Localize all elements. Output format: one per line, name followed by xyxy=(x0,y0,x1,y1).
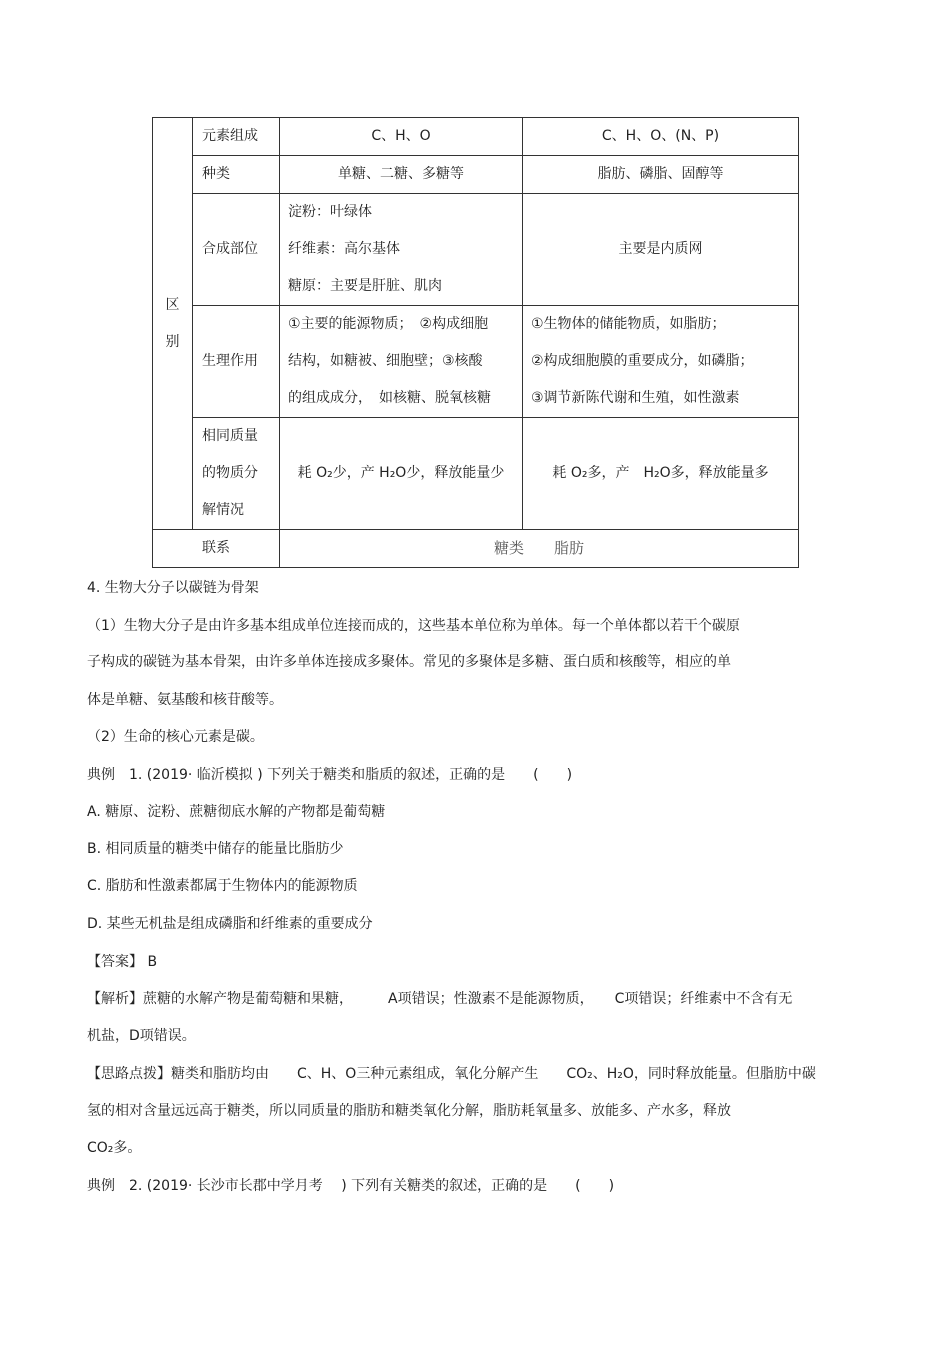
row-label xyxy=(193,156,280,194)
sugar-cell xyxy=(280,418,523,530)
side-label-char: 别 xyxy=(165,333,180,350)
tip-line-3: CO₂多。 xyxy=(87,1140,142,1156)
answer: 【答案】 B xyxy=(87,954,158,970)
tip-line-2: 氢的相对含量远远高于糖类，所以同质量的脂肪和糖类氧化分解，脂肪耗氧量多、放能多、产水多，释放 xyxy=(87,1103,731,1119)
lipid-cell xyxy=(523,418,799,530)
option-d: D. 某些无机盐是组成磷脂和纤维素的重要成分 xyxy=(87,916,373,932)
sugar-cell-line: 的组成成分， 如核糖、脱氧核糖 xyxy=(288,390,491,406)
option-a: A. 糖原、淀粉、蔗糖彻底水解的产物都是葡萄糖 xyxy=(87,804,386,820)
row-label xyxy=(193,118,280,156)
table-row xyxy=(153,194,799,306)
lipid-cell-line: ①生物体的储能物质，如脂肪； xyxy=(531,316,726,332)
tip-line-1: 【思路点拨】糖类和脂肪均由 C、H、O三种元素组成，氧化分解产生 CO₂、H₂O，同时释放能量。但脂肪中碳 xyxy=(87,1066,816,1082)
lipid-cell xyxy=(523,194,799,306)
table-row xyxy=(153,418,799,530)
row-label-line: 合成部位 xyxy=(202,241,258,257)
sugar-cell-line: 糖原：主要是肝脏、肌肉 xyxy=(288,278,442,294)
example-1-question: 典例 1. (2019· 临沂模拟 ) 下列关于糖类和脂质的叙述，正确的是 ( ) xyxy=(87,767,573,783)
table-row xyxy=(153,156,799,194)
lipid-cell xyxy=(523,306,799,418)
sugar-cell xyxy=(280,306,523,418)
comparison-table xyxy=(152,117,799,568)
row-label xyxy=(193,194,280,306)
lipid-cell-line: 主要是内质网 xyxy=(618,241,703,257)
analysis-line-1: 【解析】蔗糖的水解产物是葡萄糖和果糖， A项错误；性激素不是能源物质， C项错误；纤维素中不含有无 xyxy=(87,991,793,1007)
difference-side-label xyxy=(153,118,193,530)
sugar-cell xyxy=(280,118,523,156)
sugar-cell-line: 结构，如糖被、细胞壁；③核酸 xyxy=(288,353,483,369)
lipid-cell xyxy=(523,118,799,156)
lipid-cell xyxy=(523,156,799,194)
sugar-cell xyxy=(280,194,523,306)
row-label-line: 元素组成 xyxy=(202,128,258,144)
table-row xyxy=(153,118,799,156)
link-value: 糖类 脂肪 xyxy=(280,530,799,568)
sugar-cell-line: 单糖、二糖、多糖等 xyxy=(338,166,464,182)
paragraph-1-line-2: 子构成的碳链为基本骨架，由许多单体连接成多聚体。常见的多聚体是多糖、蛋白质和核酸等，相应的单 xyxy=(87,654,731,670)
row-label xyxy=(193,418,280,530)
option-c: C. 脂肪和性激素都属于生物体内的能源物质 xyxy=(87,878,358,894)
sugar-cell-line: 纤维素：高尔基体 xyxy=(288,241,400,257)
paragraph-1-line-1: （1）生物大分子是由许多基本组成单位连接而成的，这些基本单位称为单体。每一个单体都以若干个碳原 xyxy=(87,618,740,634)
sugar-cell-line: 淀粉：叶绿体 xyxy=(288,204,372,220)
row-label xyxy=(193,306,280,418)
paragraph-1-line-3: 体是单糖、氨基酸和核苷酸等。 xyxy=(87,692,283,708)
option-b: B. 相同质量的糖类中储存的能量比脂肪少 xyxy=(87,841,344,857)
table-row-link xyxy=(153,530,799,568)
row-label-line: 相同质量 xyxy=(202,428,258,444)
row-label-line: 的物质分 xyxy=(202,465,258,481)
sugar-cell-line: 耗 O₂少，产 H₂O少，释放能量少 xyxy=(297,465,505,481)
table-row xyxy=(153,306,799,418)
row-label-line: 解情况 xyxy=(202,502,244,518)
row-label-line: 种类 xyxy=(202,166,230,182)
sugar-cell-line: C、H、O xyxy=(371,128,431,144)
section-heading: 4. 生物大分子以碳链为骨架 xyxy=(87,580,259,596)
link-label: 联系 xyxy=(153,530,280,568)
sugar-cell-line: ①主要的能源物质； ②构成细胞 xyxy=(288,316,489,332)
analysis-line-2: 机盐，D项错误。 xyxy=(87,1028,196,1044)
row-label-line: 生理作用 xyxy=(202,353,258,369)
lipid-cell-line: ②构成细胞膜的重要成分，如磷脂； xyxy=(531,353,754,369)
lipid-cell-line: ③调节新陈代谢和生殖，如性激素 xyxy=(531,390,740,406)
lipid-cell-line: C、H、O、(N、P) xyxy=(601,128,720,144)
sugar-cell xyxy=(280,156,523,194)
paragraph-2: （2）生命的核心元素是碳。 xyxy=(87,729,264,745)
lipid-cell-line: 脂肪、磷脂、固醇等 xyxy=(597,166,724,182)
side-label-char: 区 xyxy=(165,296,180,313)
example-2-question: 典例 2. (2019· 长沙市长郡中学月考 ) 下列有关糖类的叙述，正确的是 ( ) xyxy=(87,1178,615,1194)
lipid-cell-line: 耗 O₂多，产 H₂O多，释放能量多 xyxy=(552,465,769,481)
